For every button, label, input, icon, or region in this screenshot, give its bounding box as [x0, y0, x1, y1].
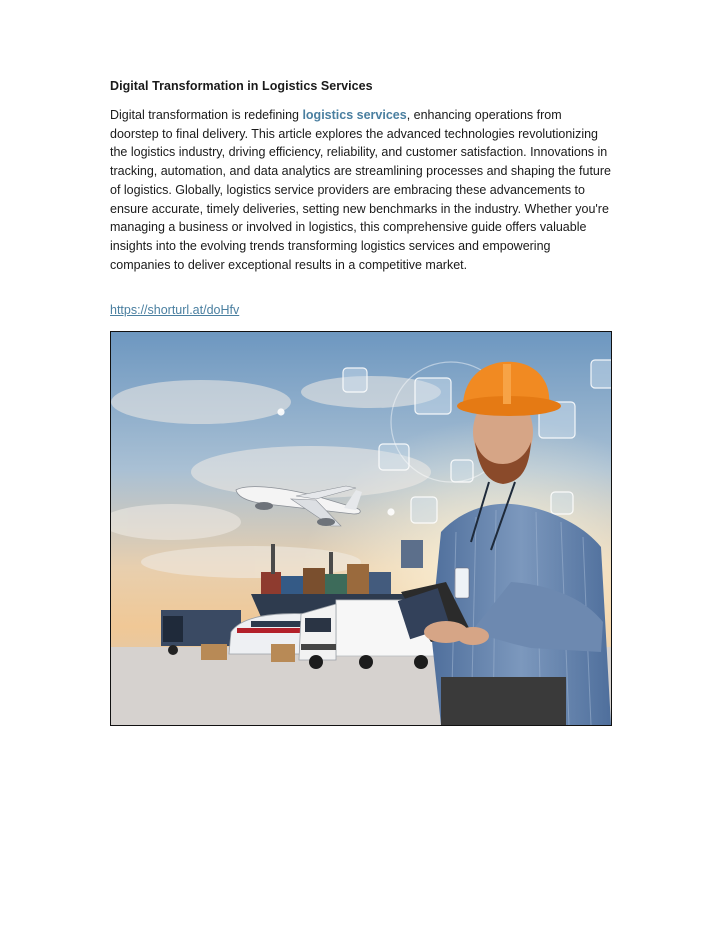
body-text-rest: , enhancing operations from doorstep to final delivery. This article explores the advanced technologies revolutionizing the logistics industry, driving efficiency, reliability, and customer satisfaction. Innovations in tracking, automation, and data analytics are streamlining processes and shaping the future of logistics. Globally, logistics service providers are embracing these advancements to ensure accurate, timely deliveries, setting new benchmarks in the industry. Whether you're managing a business or involved in logistics, this comprehensive guide offers valuable insights into the evolving trends transforming logistics services and empowering companies to deliver exceptional results in a competitive market. [110, 108, 611, 272]
pallet [271, 644, 295, 662]
article-title: Digital Transformation in Logistics Services [110, 79, 373, 93]
logistics-illustration [111, 332, 611, 725]
highlight-logistics-services[interactable]: logistics services [302, 108, 407, 122]
body-text-start: Digital transformation is redefining [110, 108, 303, 122]
source-link[interactable]: https://shorturl.at/doHfv [110, 303, 240, 317]
pallet [201, 644, 227, 660]
hero-image [110, 331, 612, 726]
article-body [110, 106, 612, 274]
